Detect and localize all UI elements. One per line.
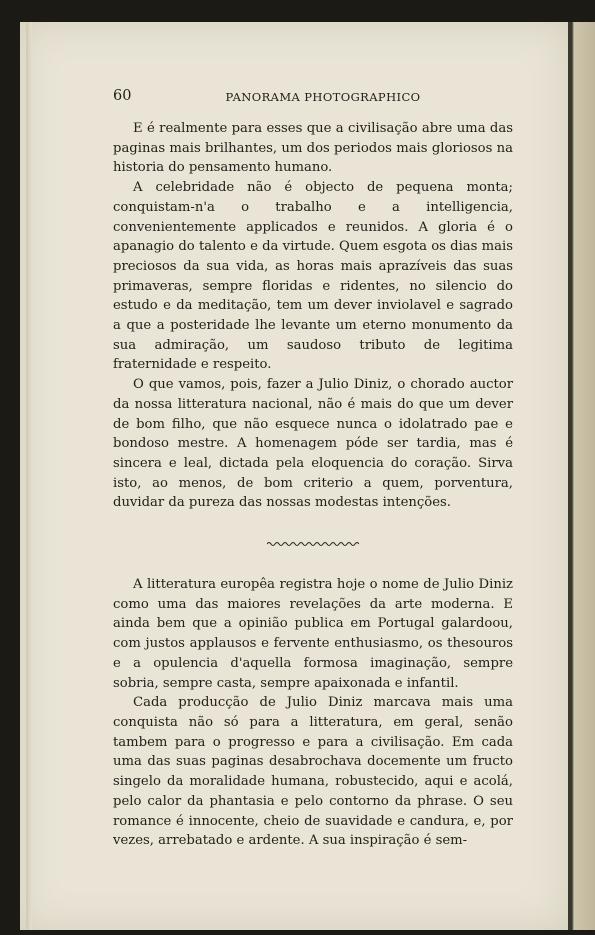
running-title: PANORAMA PHOTOGRAPHICO bbox=[225, 90, 421, 104]
page-header bbox=[113, 88, 513, 110]
adjacent-page-edge bbox=[568, 22, 595, 930]
section-one bbox=[113, 119, 513, 513]
section-two bbox=[113, 575, 513, 851]
paragraph: E é realmente para esses que a civilisação abre uma das paginas mais brilhantes, um dos periodos mais gloriosos na historia do pensamento humano. bbox=[113, 121, 513, 176]
paragraph: A litteratura europêa registra hoje o nome de Julio Diniz como uma das maiores revelações da arte moderna. E ainda bem que a opinião publica em Portugal galardoou, com justos applausos e fervente enthusiasmo, os thesouros e a opulencia d'aquella formosa imaginação, sempre sobria, sempre casta, sempre apaixonada e infantil. bbox=[113, 577, 513, 691]
paragraph: O que vamos, pois, fazer a Julio Diniz, o chorado auctor da nossa litteratura nacional, não é mais do que um dever de bom filho, que não esquece nunca o idolatrado pae e bondoso mestre. A homenagem póde ser tardia, mas é sincera e leal, dictada pela eloquencia do coração. Sirva isto, ao menos, de bom criterio a quem, porventura, duvidar da pureza das nossas modestas intenções. bbox=[113, 377, 513, 511]
section-divider-ornament bbox=[113, 540, 513, 550]
page-number: 60 bbox=[113, 88, 132, 104]
page-gutter-shadow bbox=[26, 22, 32, 930]
paragraph: A celebridade não é objecto de pequena monta; conquistam-n'a o trabalho e a intelligencia, convenientemente applicados e reunidos. A gloria é o apanagio do talento e da virtude. Quem esgota os dias mais preciosos da sua vida, as horas mais aprazíveis das suas primaveras, sempre floridas e ridentes, no silencio do estudo e da meditação, tem um dever inviolavel e sagrado a que a posteridade lhe levante um eterno monumento da sua admiração, um saudoso tributo de legitima fraternidade e respeito. bbox=[113, 180, 513, 373]
page-content bbox=[113, 88, 513, 851]
paragraph: Cada producção de Julio Diniz marcava mais uma conquista não só para a litteratura, em geral, senão tambem para o progresso e para a civilisação. Em cada uma das suas paginas desabrochava docemente um fructo singelo da moralidade humana, robustecido, aqui e acolá, pelo calor da phantasia e pelo contorno da phrase. O seu romance é innocente, cheio de suavidade e candura, e, por vezes, arrebatado e ardente. A sua inspiração é sem- bbox=[113, 695, 513, 849]
wavy-line-ornament-icon bbox=[267, 540, 359, 548]
